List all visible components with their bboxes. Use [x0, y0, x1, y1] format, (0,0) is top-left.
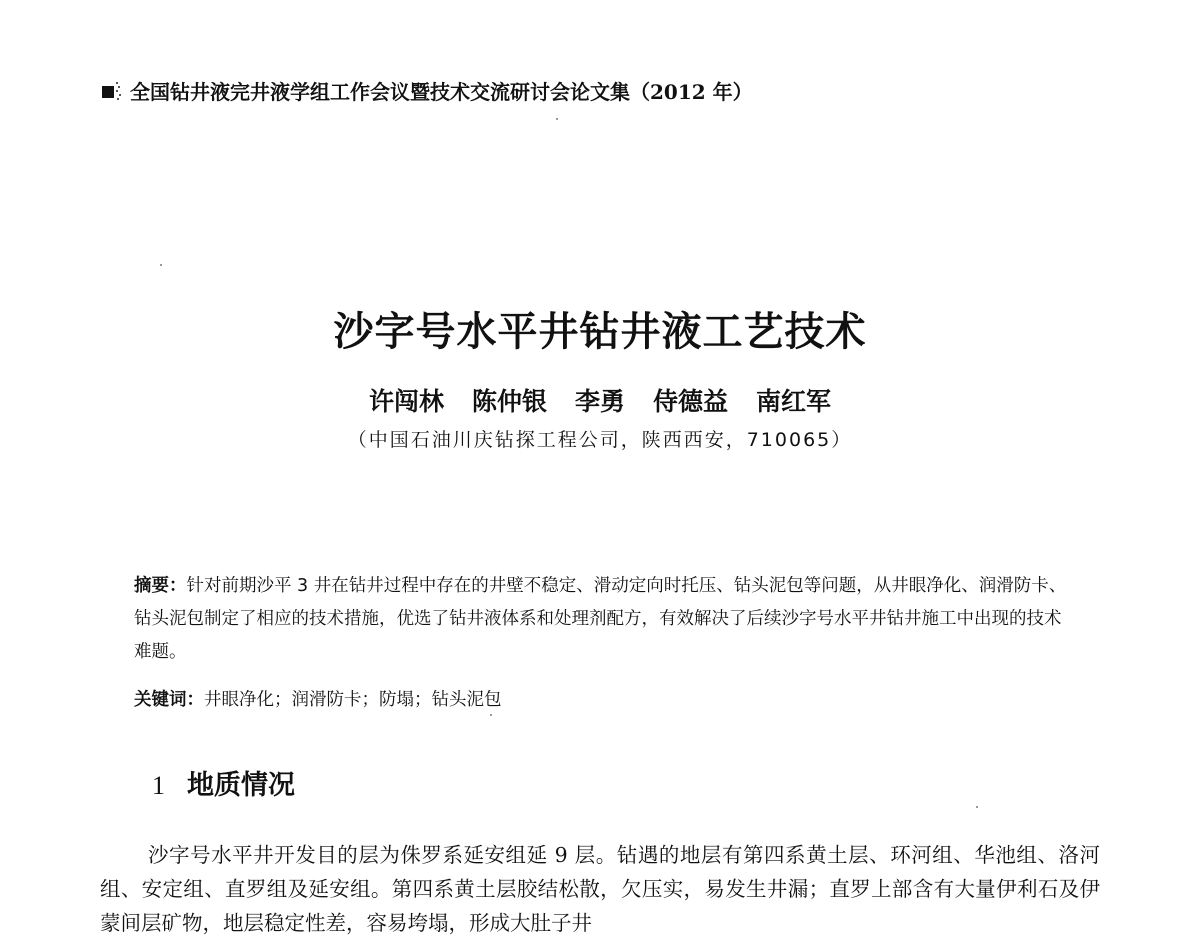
- running-header: [100, 76, 753, 105]
- abstract-label: 摘要：: [134, 576, 187, 596]
- author-name: 侍德益: [653, 387, 729, 416]
- abstract: [134, 570, 1074, 669]
- author-list: [0, 382, 1200, 418]
- scan-speck: [556, 118, 558, 120]
- abstract-text: 针对前期沙平 3 井在钻井过程中存在的井壁不稳定、滑动定向时托压、钻头泥包等问题，从井眼净化、润滑防卡、钻头泥包制定了相应的技术措施，优选了钻井液体系和处理剂配方，有效解决了后续沙字号水平井钻井施工中出现的技术难题。: [134, 576, 1067, 662]
- section-title: 地质情况: [187, 770, 295, 801]
- book-mark-icon: [100, 80, 122, 102]
- scan-speck: [490, 714, 492, 716]
- author-name: 李勇: [574, 387, 625, 416]
- scan-speck: [160, 264, 162, 266]
- paper-title: 沙字号水平井钻井液工艺技术: [333, 308, 867, 355]
- affiliation: （中国石油川庆钻探工程公司，陕西西安，710065）: [347, 429, 853, 451]
- keywords-label: 关键词：: [134, 690, 204, 710]
- keywords-text: 井眼净化；润滑防卡；防塌；钻头泥包: [204, 690, 502, 710]
- author-name: 陈仲银: [471, 387, 547, 416]
- section-number: 1: [152, 771, 165, 800]
- section-heading: [152, 763, 295, 802]
- body-paragraph: 沙字号水平井开发目的层为侏罗系延安组延 9 层。钻遇的地层有第四系黄土层、环河组、华池组、洛河组、安定组、直罗组及延安组。第四系黄土层胶结松散，欠压实，易发生井漏；直罗上部含有大量伊利石及伊蒙间层矿物，地层稳定性差，容易垮塌，形成大肚子井: [100, 843, 1100, 935]
- author-name: 许闯林: [368, 387, 444, 416]
- running-title: 全国钻井液完井液学组工作会议暨技术交流研讨会论文集（2012 年）: [130, 80, 753, 104]
- scan-speck: [976, 806, 978, 808]
- keywords: [134, 686, 502, 711]
- author-name: 南红军: [756, 387, 832, 416]
